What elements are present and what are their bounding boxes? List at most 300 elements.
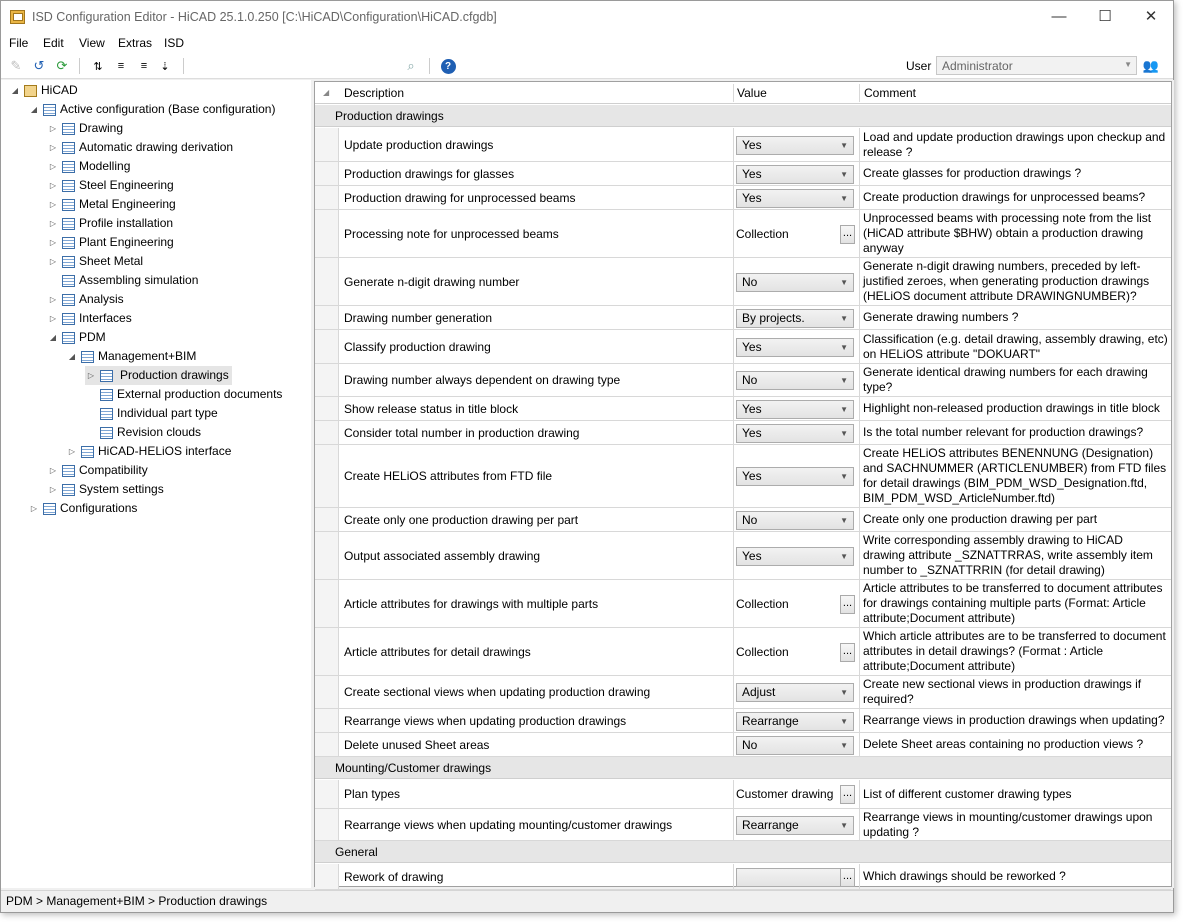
window-title: ISD Configuration Editor - HiCAD 25.1.0.250 [C:\HiCAD\Configuration\HiCAD.cfgdb] xyxy=(32,10,497,24)
setting-description: Drawing number generation xyxy=(344,310,493,325)
tree-item-label: Drawing xyxy=(79,121,124,135)
app-icon xyxy=(10,10,25,24)
expand-icon[interactable]: ▷ xyxy=(49,200,57,209)
row-indicator xyxy=(315,780,339,808)
setting-row xyxy=(315,397,1171,421)
column-divider xyxy=(733,532,734,579)
column-divider xyxy=(859,733,860,756)
expand-icon[interactable]: ▷ xyxy=(49,143,57,152)
setting-comment: Classification (e.g. detail drawing, assembly drawing, etc) on HELiOS attribute "DOKUART" xyxy=(863,331,1168,361)
config-table-icon xyxy=(62,180,75,192)
value-text: Yes xyxy=(742,426,762,440)
config-table-icon xyxy=(62,123,75,135)
config-table-icon xyxy=(100,408,113,420)
tree-item-label: HiCAD-HELiOS interface xyxy=(98,444,232,458)
setting-description: Show release status in title block xyxy=(344,401,519,416)
setting-row xyxy=(315,364,1171,397)
setting-row xyxy=(315,864,1171,890)
ellipsis-button[interactable]: ... xyxy=(840,595,855,614)
sort-corner-icon: ◢ xyxy=(323,88,330,97)
value-select[interactable] xyxy=(736,511,854,530)
setting-comment: Unprocessed beams with processing note from the list (HiCAD attribute $BHW) obtain a production drawing anyway xyxy=(863,211,1152,255)
chevron-down-icon: ▼ xyxy=(840,194,848,203)
value-field[interactable] xyxy=(736,868,855,887)
tree-item-label: Sheet Metal xyxy=(79,254,144,268)
column-divider[interactable] xyxy=(859,84,860,102)
tree-item-label: Management+BIM xyxy=(98,349,197,363)
config-table-icon xyxy=(62,465,75,477)
column-divider xyxy=(733,162,734,185)
column-divider xyxy=(733,421,734,444)
user-label: User xyxy=(906,59,932,73)
tree-item[interactable] xyxy=(47,480,164,499)
tree-item[interactable] xyxy=(85,366,232,385)
collection-value: Customer drawing xyxy=(736,787,834,801)
value-text: By projects. xyxy=(742,311,805,325)
setting-row xyxy=(315,258,1171,306)
column-divider xyxy=(859,364,860,396)
setting-comment: Is the total number relevant for production drawings? xyxy=(863,425,1144,439)
setting-description: Processing note for unprocessed beams xyxy=(344,226,559,241)
level-2-icon[interactable]: ≡ xyxy=(117,60,125,72)
row-indicator xyxy=(315,330,339,363)
tree-item-label: Analysis xyxy=(79,292,124,306)
setting-description: Create only one production drawing per part xyxy=(344,512,579,527)
row-indicator xyxy=(315,306,339,329)
tree-item-label: System settings xyxy=(79,482,164,496)
setting-description: Output associated assembly drawing xyxy=(344,548,541,563)
chevron-down-icon: ▼ xyxy=(840,472,848,481)
row-indicator xyxy=(315,186,339,209)
section-header[interactable]: Production drawings xyxy=(315,105,1171,127)
tree-item[interactable] xyxy=(47,461,148,480)
setting-row xyxy=(315,421,1171,445)
config-table-icon xyxy=(62,218,75,230)
chevron-down-icon: ▼ xyxy=(840,429,848,438)
column-divider xyxy=(733,628,734,675)
row-indicator xyxy=(315,676,339,708)
menu-file[interactable]: File xyxy=(9,36,29,50)
column-divider xyxy=(733,330,734,363)
setting-row xyxy=(315,676,1171,709)
setting-description: Production drawing for unprocessed beams xyxy=(344,190,576,205)
row-indicator xyxy=(315,709,339,732)
config-table-icon xyxy=(62,237,75,249)
settings-grid xyxy=(314,81,1172,887)
column-divider xyxy=(733,210,734,257)
value-select[interactable] xyxy=(736,338,854,357)
value-text: No xyxy=(742,738,758,752)
value-select[interactable] xyxy=(736,165,854,184)
setting-comment: Create HELiOS attributes BENENNUNG (Designation) and SACHNUMMER (ARTICLENUMBER) from FTD files for detail drawings (BIM_PDM_WSD_Designation.ftd, BIM_PDM_WSD_ArticleNumber.ftd) xyxy=(863,446,1167,505)
tree-item-label: Modelling xyxy=(79,159,131,173)
setting-row xyxy=(315,780,1171,809)
config-table-icon xyxy=(81,446,94,458)
tree-item[interactable] xyxy=(85,404,218,423)
column-divider xyxy=(733,733,734,756)
row-indicator xyxy=(315,128,339,161)
chevron-down-icon: ▼ xyxy=(840,405,848,414)
expand-icon[interactable]: ▷ xyxy=(68,447,76,456)
tree-item-label: PDM xyxy=(79,330,106,344)
tree-item-label: Profile installation xyxy=(79,216,174,230)
header-comment[interactable]: Comment xyxy=(864,86,917,100)
setting-description: Article attributes for detail drawings xyxy=(344,644,531,659)
setting-comment: Generate identical drawing numbers for each drawing type? xyxy=(863,365,1148,394)
setting-description: Drawing number always dependent on drawing type xyxy=(344,373,621,387)
chevron-down-icon: ▼ xyxy=(840,717,848,726)
column-divider xyxy=(733,128,734,161)
section-header[interactable]: Mounting/Customer drawings xyxy=(315,757,1171,779)
column-divider xyxy=(859,330,860,363)
status-breadcrumb: PDM > Management+BIM > Production drawings xyxy=(6,894,268,908)
setting-comment: Highlight non-released production drawings in title block xyxy=(863,401,1160,415)
setting-row xyxy=(315,445,1171,508)
setting-row xyxy=(315,508,1171,532)
expand-icon[interactable]: ▷ xyxy=(87,371,95,380)
value-text: Adjust xyxy=(742,685,776,699)
chevron-down-icon: ▼ xyxy=(840,688,848,697)
setting-comment: Delete Sheet areas containing no production views ? xyxy=(863,737,1144,751)
setting-comment: Rearrange views in mounting/customer drawings upon updating ? xyxy=(863,809,1153,839)
column-divider xyxy=(733,508,734,531)
config-table-icon xyxy=(62,332,75,344)
tree-item-label: Interfaces xyxy=(79,311,132,325)
row-indicator xyxy=(315,445,339,507)
column-divider xyxy=(859,128,860,161)
column-divider xyxy=(733,780,734,808)
tree-item[interactable] xyxy=(47,176,174,195)
value-select[interactable] xyxy=(736,189,854,208)
setting-comment: Rearrange views in production drawings when updating? xyxy=(863,713,1165,727)
setting-comment: Generate drawing numbers ? xyxy=(863,310,1019,324)
tree-item[interactable] xyxy=(47,328,106,347)
tree-item-label: Assembling simulation xyxy=(79,273,199,287)
setting-row xyxy=(315,186,1171,210)
tree-item[interactable] xyxy=(47,252,143,271)
setting-description: Production drawings for glasses xyxy=(344,166,515,181)
tree-item-label: Metal Engineering xyxy=(79,197,176,211)
setting-row xyxy=(315,628,1171,676)
column-divider xyxy=(733,864,734,889)
setting-row xyxy=(315,709,1171,733)
config-table-icon xyxy=(43,104,56,116)
column-divider xyxy=(859,864,860,889)
column-divider xyxy=(733,709,734,732)
scroll-gutter xyxy=(1172,80,1174,888)
chevron-down-icon: ▼ xyxy=(840,376,848,385)
setting-row xyxy=(315,162,1171,186)
expand-icon[interactable]: ▷ xyxy=(49,238,57,247)
tree-item[interactable] xyxy=(66,347,196,366)
sort-tree-icon[interactable]: ⇅ xyxy=(93,60,103,73)
tree-item-label: Plant Engineering xyxy=(79,235,174,249)
toolbar-separator xyxy=(429,58,430,74)
status-bar xyxy=(1,890,1173,912)
undo-icon[interactable]: ↺ xyxy=(33,58,45,73)
expand-icon[interactable]: ▷ xyxy=(49,314,57,323)
row-indicator xyxy=(315,210,339,257)
setting-comment: Create production drawings for unprocessed beams? xyxy=(863,190,1146,204)
setting-description: Rework of drawing xyxy=(344,869,444,884)
tree-item[interactable] xyxy=(47,157,130,176)
menu-bar xyxy=(1,33,1173,53)
setting-comment: Article attributes to be transferred to document attributes for drawings containing multiple parts (Format: Article attribute;Document attribute) xyxy=(863,581,1163,625)
value-text: Yes xyxy=(742,402,762,416)
menu-view[interactable]: View xyxy=(79,36,105,50)
tree-item-label: External production documents xyxy=(117,387,283,401)
setting-comment: Write corresponding assembly drawing to HiCAD drawing attribute _SZNATTRRAS, write assembly item number to _SZNATTRRIN (for detail drawing) xyxy=(863,533,1153,577)
minimize-button[interactable]: — xyxy=(1051,8,1067,25)
tree-item[interactable] xyxy=(47,271,198,290)
value-select[interactable] xyxy=(736,400,854,419)
expand-icon[interactable]: ▷ xyxy=(49,162,57,171)
setting-description: Update production drawings xyxy=(344,137,494,152)
setting-row xyxy=(315,128,1171,162)
value-text: Rearrange xyxy=(742,714,799,728)
expand-icon[interactable]: ▷ xyxy=(49,485,57,494)
config-table-icon xyxy=(100,370,113,382)
column-divider xyxy=(859,445,860,507)
chevron-down-icon: ▼ xyxy=(840,516,848,525)
setting-description: Create sectional views when updating production drawing xyxy=(344,685,651,699)
setting-description: Rearrange views when updating mounting/customer drawings xyxy=(344,817,673,832)
setting-row xyxy=(315,809,1171,841)
user-select[interactable] xyxy=(936,56,1137,75)
collapse-icon[interactable]: ◢ xyxy=(30,105,38,114)
title-bar xyxy=(1,1,1173,33)
expand-icon[interactable]: ▷ xyxy=(49,124,57,133)
setting-row xyxy=(315,532,1171,580)
value-select[interactable] xyxy=(736,467,854,486)
chevron-down-icon: ▼ xyxy=(840,741,848,750)
maximize-button[interactable]: ☐ xyxy=(1098,8,1112,25)
tree-item-label: Compatibility xyxy=(79,463,148,477)
collection-value: Collection xyxy=(736,227,789,241)
tree-item[interactable] xyxy=(9,81,78,100)
setting-description: Rearrange views when updating production drawings xyxy=(344,713,627,728)
column-divider xyxy=(859,709,860,732)
chevron-down-icon: ▼ xyxy=(1124,60,1132,69)
setting-comment: Create new sectional views in production drawings if required? xyxy=(863,677,1142,706)
chevron-down-icon: ▼ xyxy=(840,314,848,323)
column-divider xyxy=(859,809,860,840)
value-select[interactable] xyxy=(736,136,854,155)
column-divider xyxy=(733,186,734,209)
chevron-down-icon: ▼ xyxy=(840,278,848,287)
config-table-icon xyxy=(62,256,75,268)
value-select[interactable] xyxy=(736,816,854,835)
setting-comment: Create glasses for production drawings ? xyxy=(863,166,1082,180)
value-text: No xyxy=(742,275,758,289)
value-text: Yes xyxy=(742,469,762,483)
config-table-icon xyxy=(81,351,94,363)
column-divider xyxy=(859,162,860,185)
setting-comment: Which drawings should be reworked ? xyxy=(863,869,1066,883)
menu-isd[interactable]: ISD xyxy=(164,36,185,50)
row-indicator xyxy=(315,864,339,889)
expand-icon[interactable]: ▷ xyxy=(49,219,57,228)
tree-item-label: HiCAD xyxy=(41,83,78,97)
setting-description: Classify production drawing xyxy=(344,339,491,354)
setting-description: Consider total number in production drawing xyxy=(344,425,580,440)
config-table-icon xyxy=(43,503,56,515)
expand-icon[interactable]: ▷ xyxy=(49,466,57,475)
value-select[interactable] xyxy=(736,273,854,292)
column-divider xyxy=(859,186,860,209)
expand-icon[interactable]: ▷ xyxy=(49,181,57,190)
column-divider xyxy=(859,780,860,808)
row-indicator xyxy=(315,532,339,579)
help-icon[interactable]: ? xyxy=(438,56,458,76)
row-indicator xyxy=(315,508,339,531)
column-divider xyxy=(733,580,734,627)
menu-edit[interactable]: Edit xyxy=(43,36,64,50)
column-divider xyxy=(733,676,734,708)
collapse-icon[interactable]: ◢ xyxy=(68,352,76,361)
value-select[interactable] xyxy=(736,309,854,328)
ellipsis-button[interactable]: ... xyxy=(840,643,855,662)
header-description[interactable]: Description xyxy=(344,86,405,100)
config-table-icon xyxy=(62,161,75,173)
column-divider xyxy=(859,676,860,708)
column-divider xyxy=(859,421,860,444)
tree-item[interactable] xyxy=(47,214,173,233)
setting-row xyxy=(315,580,1171,628)
expand-icon[interactable]: ▷ xyxy=(30,504,38,513)
value-text: No xyxy=(742,513,758,527)
pencil-icon[interactable]: ✎ xyxy=(10,58,22,73)
setting-description: Delete unused Sheet areas xyxy=(344,737,490,752)
column-divider xyxy=(733,397,734,420)
column-divider xyxy=(733,258,734,305)
column-divider[interactable] xyxy=(733,84,734,102)
expand-all-icon[interactable]: ⇣ xyxy=(160,60,170,73)
setting-row xyxy=(315,733,1171,757)
config-table-icon xyxy=(100,389,113,401)
setting-description: Plan types xyxy=(344,787,401,801)
row-indicator xyxy=(315,628,339,675)
chevron-down-icon: ▼ xyxy=(840,141,848,150)
config-table-icon xyxy=(62,275,75,287)
setting-comment: Which article attributes are to be transferred to document attributes in detail drawings? (Format : Article attribute;Document attribute) xyxy=(863,629,1166,673)
column-divider xyxy=(733,364,734,396)
tree-item-label: Automatic drawing derivation xyxy=(79,140,234,154)
tree-item-label: Production drawings xyxy=(120,368,229,382)
hicad-icon xyxy=(24,85,37,97)
level-3-icon[interactable]: ≡ xyxy=(140,60,148,72)
users-icon[interactable]: 👥 xyxy=(1142,58,1160,73)
chevron-down-icon: ▼ xyxy=(840,552,848,561)
chevron-down-icon: ▼ xyxy=(840,821,848,830)
setting-comment: Load and update production drawings upon checkup and release ? xyxy=(863,129,1166,159)
chevron-down-icon: ▼ xyxy=(840,170,848,179)
column-divider xyxy=(859,508,860,531)
tree-item-label: Steel Engineering xyxy=(79,178,174,192)
value-select[interactable] xyxy=(736,424,854,443)
column-divider xyxy=(733,306,734,329)
value-select[interactable] xyxy=(736,712,854,731)
collapse-icon[interactable]: ◢ xyxy=(11,86,19,95)
column-divider xyxy=(859,258,860,305)
tree-item[interactable] xyxy=(47,195,176,214)
tree-item[interactable] xyxy=(85,385,282,404)
tree-item[interactable] xyxy=(47,119,123,138)
expand-icon[interactable]: ▷ xyxy=(49,295,57,304)
value-select[interactable] xyxy=(736,547,854,566)
config-table-icon xyxy=(62,484,75,496)
user-value: Administrator xyxy=(942,59,1013,73)
binoculars-icon[interactable]: ⌕ xyxy=(407,58,415,73)
column-divider xyxy=(859,628,860,675)
collection-value: Collection xyxy=(736,645,789,659)
collapse-icon[interactable]: ◢ xyxy=(49,333,57,342)
row-indicator xyxy=(315,258,339,305)
tree-item[interactable] xyxy=(47,290,124,309)
column-divider xyxy=(859,306,860,329)
tree-item[interactable] xyxy=(47,138,233,157)
column-divider xyxy=(859,580,860,627)
setting-description: Article attributes for drawings with multiple parts xyxy=(344,596,599,611)
config-table-icon xyxy=(62,313,75,325)
refresh-icon[interactable]: ⟳ xyxy=(56,58,68,73)
tree-item-label: Configurations xyxy=(60,501,138,515)
setting-comment: Generate n-digit drawing numbers, preceded by left-justified zeroes, when generating production drawings (HELiOS document attribute DRAWINGNUMBER)? xyxy=(863,259,1150,303)
value-select[interactable] xyxy=(736,371,854,390)
ellipsis-button[interactable]: ... xyxy=(840,785,855,804)
row-indicator xyxy=(315,364,339,396)
column-divider xyxy=(859,532,860,579)
tree-item-label: Revision clouds xyxy=(117,425,202,439)
row-indicator xyxy=(315,809,339,840)
expand-icon[interactable]: ▷ xyxy=(49,257,57,266)
grid-header xyxy=(315,82,1171,104)
column-divider xyxy=(859,397,860,420)
config-table-icon xyxy=(100,427,113,439)
ellipsis-button[interactable]: ... xyxy=(840,868,855,887)
value-select[interactable] xyxy=(736,736,854,755)
header-value[interactable]: Value xyxy=(737,86,767,100)
setting-row xyxy=(315,306,1171,330)
row-indicator xyxy=(315,162,339,185)
setting-description: Generate n-digit drawing number xyxy=(344,274,520,289)
menu-extras[interactable]: Extras xyxy=(118,36,153,50)
tree-item[interactable] xyxy=(47,233,174,252)
setting-comment: List of different customer drawing types xyxy=(863,786,1072,801)
ellipsis-button[interactable]: ... xyxy=(840,225,855,244)
tree-item[interactable] xyxy=(85,423,201,442)
tree-item[interactable] xyxy=(28,100,275,119)
tree-item[interactable] xyxy=(66,442,231,461)
setting-row xyxy=(315,330,1171,364)
value-select[interactable] xyxy=(736,683,854,702)
close-button[interactable]: ✕ xyxy=(1144,8,1158,25)
tree-item[interactable] xyxy=(28,499,137,518)
section-header[interactable]: General xyxy=(315,841,1171,863)
tree-item-label: Active configuration (Base configuration) xyxy=(60,102,276,116)
setting-row xyxy=(315,210,1171,258)
value-text: No xyxy=(742,373,758,387)
row-indicator xyxy=(315,397,339,420)
toolbar xyxy=(1,53,1173,79)
column-divider xyxy=(859,210,860,257)
config-tree xyxy=(1,80,311,888)
tree-item[interactable] xyxy=(47,309,132,328)
config-table-icon xyxy=(62,199,75,211)
value-text: Yes xyxy=(742,191,762,205)
tree-item-label: Individual part type xyxy=(117,406,218,420)
row-indicator xyxy=(315,421,339,444)
